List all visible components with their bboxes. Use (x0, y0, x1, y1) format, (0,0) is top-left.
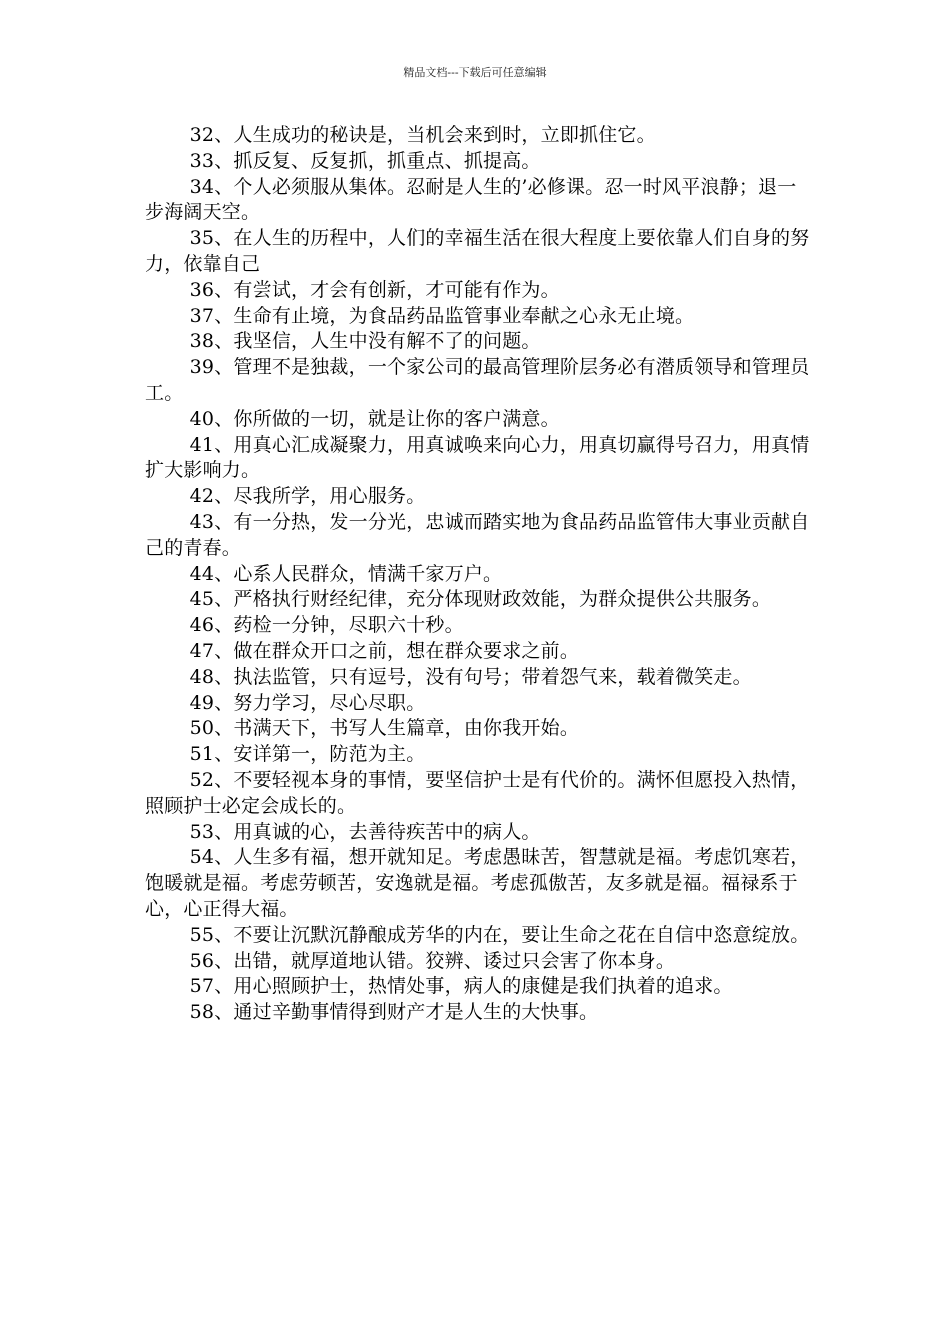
paragraph: 37、生命有止境，为食品药品监管事业奉献之心永无止境。 (189, 304, 695, 327)
paragraph: 57、用心照顾护士，热情处事，病人的康健是我们执着的追求。 (189, 975, 733, 998)
paragraph: 32、人生成功的秘诀是，当机会来到时，立即抓住它。 (189, 124, 656, 146)
paragraph: 56、出错，就厚道地认错。狡辨、诿过只会害了你本身。 (189, 949, 676, 972)
page-header: 精品文档---下载后可任意编辑 (403, 66, 547, 79)
paragraph: 46、药检一分钟，尽职六十秒。 (189, 614, 464, 637)
paragraph: 55、不要让沉默沉静酿成芳华的内在，要让生命之花在自信中恣意绽放。 (189, 923, 810, 946)
paragraph: 42、尽我所学，用心服务。 (189, 485, 426, 508)
paragraph: 52、不要轻视本身的事情，要坚信护士是有代价的。满怀但愿投入热情，照顾护士必定会成长的。 (145, 768, 810, 817)
paragraph: 34、个人必须服从集体。忍耐是人生的’必修课。忍一时风平浪静；退一步海阔天空。 (145, 175, 797, 224)
paragraph: 44、心系人民群众，情满千家万户。 (189, 562, 503, 585)
paragraph: 40、你所做的一切，就是让你的客户满意。 (189, 407, 560, 430)
paragraph: 36、有尝试，才会有创新，才可能有作为。 (189, 278, 560, 301)
document-body (145, 123, 810, 1026)
paragraph: 35、在人生的历程中，人们的幸福生活在很大程度上要依靠人们自身的努力，依靠自己 (145, 227, 810, 275)
paragraph: 51、安详第一，防范为主。 (189, 743, 426, 766)
paragraph: 41、用真心汇成凝聚力，用真诚唤来向心力，用真切赢得号召力，用真情扩大影响力。 (145, 433, 810, 482)
paragraph: 33、抓反复、反复抓，抓重点、抓提高。 (189, 149, 541, 172)
paragraph: 43、有一分热，发一分光，忠诚而踏实地为食品药品监管伟大事业贡献自己的青春。 (145, 510, 810, 559)
paragraph: 45、严格执行财经纪律，充分体现财政效能，为群众提供公共服务。 (189, 588, 772, 611)
paragraph: 39、管理不是独裁，一个家公司的最高管理阶层务必有潜质领导和管理员工。 (145, 356, 810, 404)
paragraph: 47、做在群众开口之前，想在群众要求之前。 (189, 639, 580, 662)
paragraph: 50、书满天下，书写人生篇章，由你我开始。 (189, 717, 580, 740)
paragraph: 38、我坚信，人生中没有解不了的问题。 (189, 330, 541, 353)
paragraph: 58、通过辛勤事情得到财产才是人生的大快事。 (189, 1001, 599, 1024)
paragraph: 54、人生多有福，想开就知足。考虑愚昧苦，智慧就是福。考虑饥寒若，饱暖就是福。考虑劳顿苦，安逸就是福。考虑孤傲苦，友多就是福。福禄系于心，心正得大福。 (145, 846, 810, 920)
paragraph: 53、用真诚的心，去善待疾苦中的病人。 (189, 820, 541, 843)
paragraph: 48、执法监管，只有逗号，没有句号；带着怨气来，载着微笑走。 (189, 665, 752, 688)
paragraph: 49、努力学习，尽心尽职。 (189, 691, 426, 714)
